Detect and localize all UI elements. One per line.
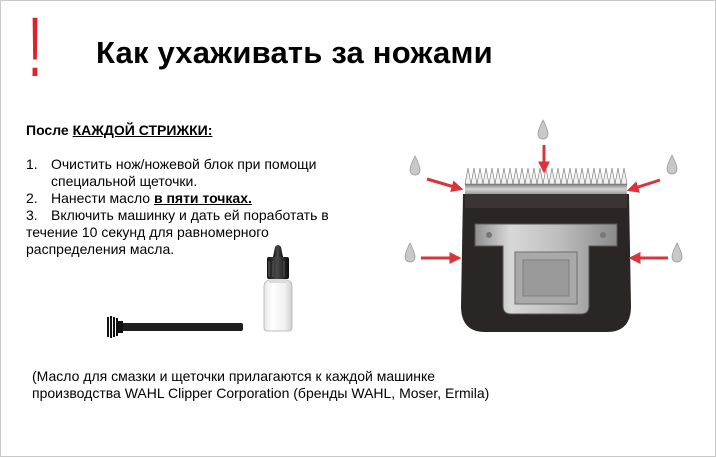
step-emphasis: в пяти точках.: [153, 190, 252, 206]
page-title: Как ухаживать за ножами: [96, 35, 493, 70]
after-emphasis: КАЖДОЙ СТРИЖКИ:: [72, 122, 213, 138]
step-number: 2.: [26, 190, 38, 206]
footnote-line: производства WAHL Clipper Corporation (бренды WAHL, Moser, Ermila): [32, 385, 490, 401]
step-number: 3.: [26, 207, 38, 223]
footnote-line: (Масло для смазки и щеточки прилагаются к каждой машинке: [32, 368, 436, 384]
exclamation-icon: !: [28, 0, 43, 94]
footnote: [32, 368, 552, 402]
step-text: Нанести масло: [51, 190, 154, 206]
step-text-line: распределения масла.: [26, 241, 175, 257]
step-number: 1.: [26, 156, 38, 172]
step-text-line: течение 10 секунд для равномерного: [26, 224, 269, 240]
step-text-line: Включить машинку и дать ей поработать в: [51, 207, 329, 223]
step-text-line: Очистить нож/ножевой блок при помощи: [51, 156, 317, 172]
step-text-line: специальной щеточки.: [51, 173, 198, 189]
red-arrow-icon: [427, 179, 461, 189]
red-arrow-icon: [629, 180, 660, 190]
after-prefix: После: [26, 122, 73, 138]
